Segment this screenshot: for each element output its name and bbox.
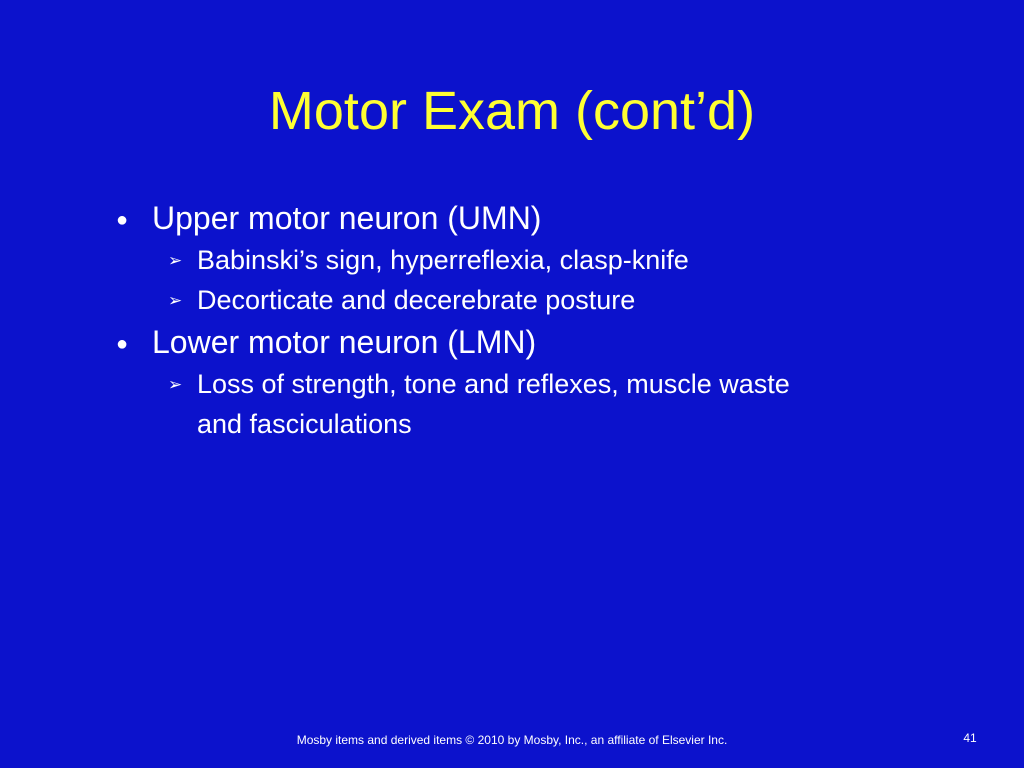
bullet-text: Upper motor neuron (UMN) [152,200,542,236]
filled-circle-icon: ● [116,209,129,231]
arrowhead-icon: ➢ [168,251,183,270]
subbullet-item [110,280,870,320]
page-number: 41 [963,731,977,745]
bullet-item-lmn [110,320,870,364]
bullet-list [110,196,870,444]
arrowhead-icon: ➢ [168,291,183,310]
subbullet-text: Loss of strength, tone and reflexes, muscle waste and fasciculations [197,369,790,439]
subbullet-text: Babinski’s sign, hyperreflexia, clasp-knife [197,245,689,275]
subbullet-item [110,240,870,280]
bullet-text: Lower motor neuron (LMN) [152,324,537,360]
bullet-item-umn [110,196,870,240]
subbullet-text: Decorticate and decerebrate posture [197,285,636,315]
slide-footer: Mosby items and derived items © 2010 by Mosby, Inc., an affiliate of Elsevier Inc. [296,733,728,747]
subbullet-item [110,364,837,444]
arrowhead-icon: ➢ [168,375,183,394]
filled-circle-icon: ● [116,333,129,355]
slide-title: Motor Exam (cont’d) [268,81,756,141]
